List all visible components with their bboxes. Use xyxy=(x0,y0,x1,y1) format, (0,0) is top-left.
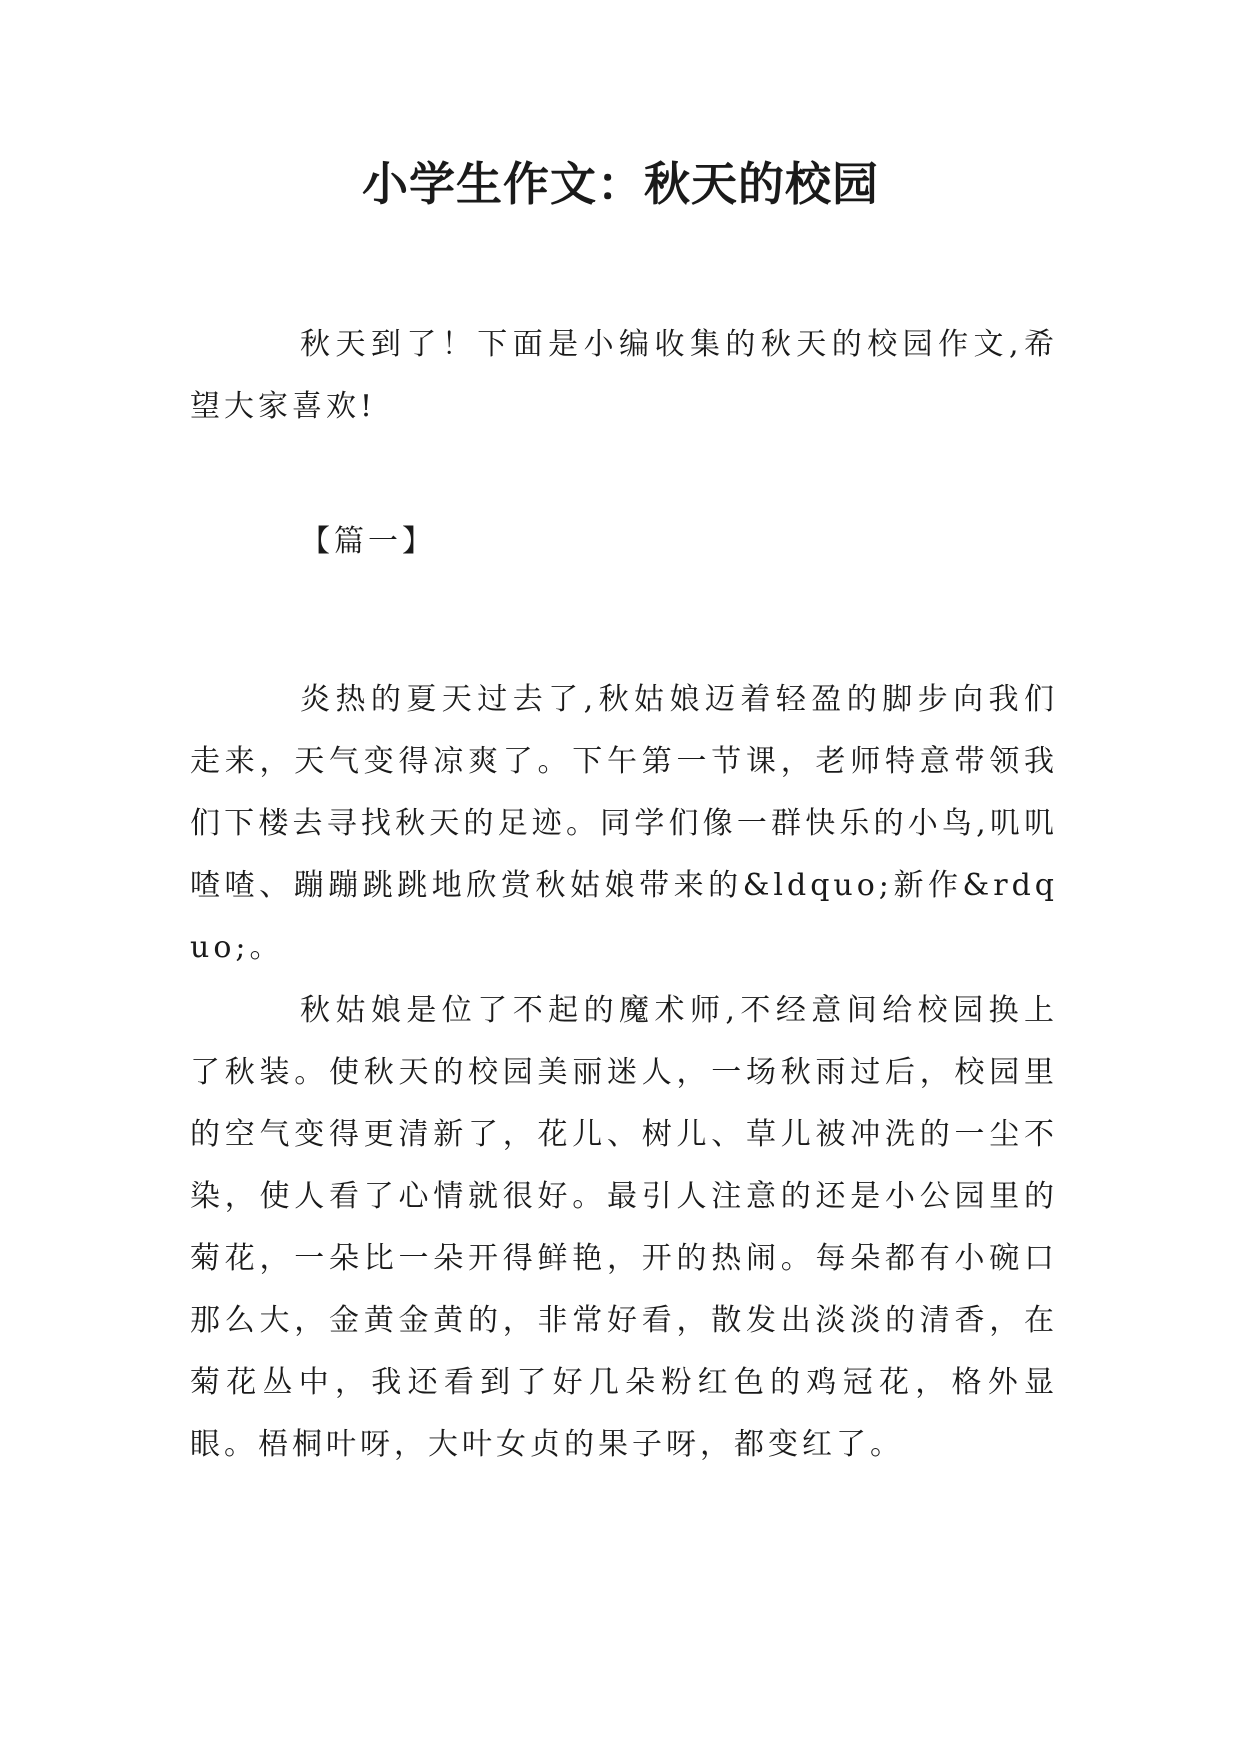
intro-paragraph: 秋天到了！下面是小编收集的秋天的校园作文,希望大家喜欢! xyxy=(190,327,1058,424)
section-heading: 【篇一】 xyxy=(300,524,436,559)
body-paragraph-2: 秋姑娘是位了不起的魔术师,不经意间给校园换上了秋装。使秋天的校园美丽迷人，一场秋雨过后，校园里的空气变得更清新了，花儿、树儿、草儿被冲洗的一尘不染，使人看了心情就很好。最引人注意的还是小公园里的菊花，一朵比一朵开得鲜艳，开的热闹。每朵都有小碗口那么大，金黄金黄的，非常好看，散发出淡淡的清香，在菊花丛中，我还看到了好几朵粉红色的鸡冠花，格外显眼。梧桐叶呀，大叶女贞的果子呀，都变红了。 xyxy=(190,993,1058,1462)
body-paragraph-1: 炎热的夏天过去了,秋姑娘迈着轻盈的脚步向我们走来，天气变得凉爽了。下午第一节课，老师特意带领我们下楼去寻找秋天的足迹。同学们像一群快乐的小鸟,叽叽喳喳、蹦蹦跳跳地欣赏秋姑娘带来的&ldquo;新作&rdquo;。 xyxy=(190,682,1058,965)
document-title: 小学生作文：秋天的校园 xyxy=(362,157,879,211)
